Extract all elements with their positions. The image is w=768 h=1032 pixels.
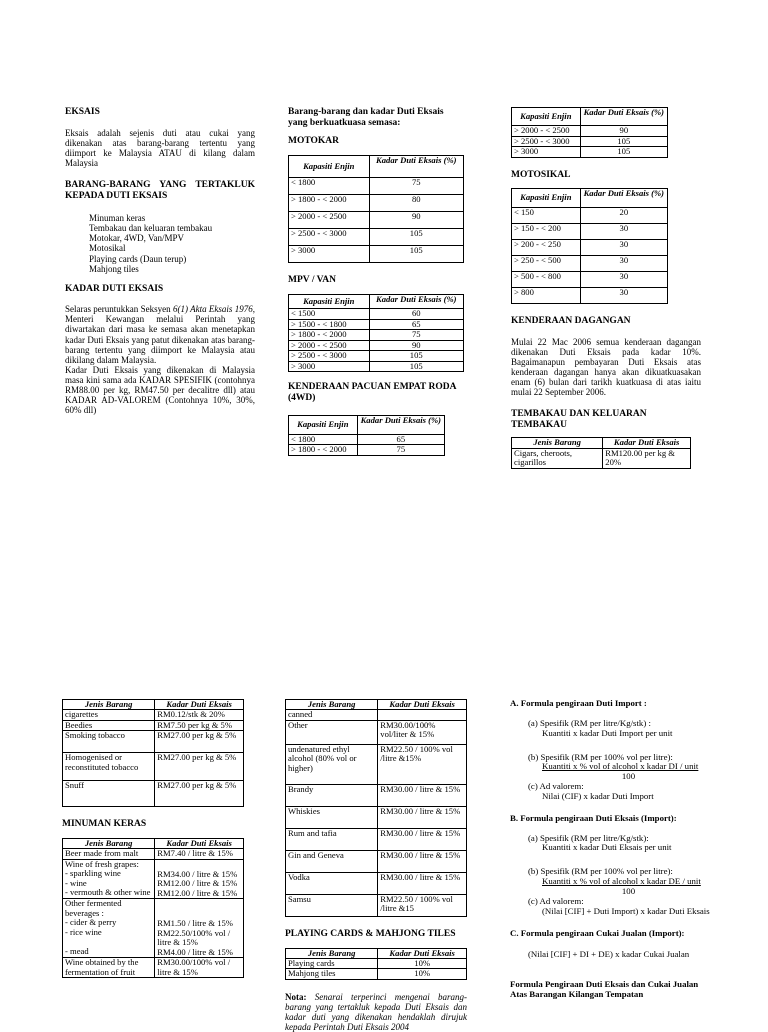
cell: Homogenised or reconstituted tobacco (63, 753, 155, 781)
table-row (289, 319, 464, 329)
th-kapasiti: Kapasiti Enjin (289, 416, 358, 434)
cell: > 800 (512, 287, 581, 303)
table-row (289, 340, 464, 350)
cell: 105 (369, 246, 464, 263)
cell-line: RM12.00 / litre & 15% (157, 878, 238, 889)
cell: RM30.00 / litre & 15% (378, 806, 467, 828)
th-kadar: Kadar Duti Eksais (378, 948, 467, 958)
table-row (512, 239, 668, 255)
cell: Vodka (286, 872, 378, 894)
th-jenis: Jenis Barang (512, 438, 603, 448)
cell: 10% (378, 958, 467, 968)
cell: 60 (369, 309, 464, 319)
table-row (512, 136, 668, 146)
table-motosikal (511, 188, 668, 303)
table-motokar (288, 155, 464, 263)
cell: RM7.50 per kg & 5% (155, 720, 244, 730)
formula-line: Kuantiti x kadar Duti Eksais per unit (542, 842, 672, 853)
heading-tembakau: TEMBAKAU DAN KELUARAN TEMBAKAU (511, 408, 647, 430)
cell: 105 (580, 136, 667, 146)
cell: RM120.00 per kg & 20% (603, 448, 691, 468)
th-kadar: Kadar Duti Eksais (%) (580, 108, 667, 126)
cell: Wine obtained by the fermentation of fruit (63, 958, 155, 978)
column-formula (510, 699, 715, 1000)
cell-line: - mead (65, 946, 89, 957)
cell-line: - sparkling wine (65, 868, 121, 879)
formula-line: Kuantiti x kadar Duti Import per unit (542, 727, 673, 738)
heading-formula-b: B. Formula pengiraan Duti Eksais (Import): (510, 812, 677, 823)
table-row (289, 246, 464, 263)
table-minuman (62, 838, 244, 978)
th-kapasiti: Kapasiti Enjin (289, 155, 370, 177)
cell (63, 859, 155, 898)
table-row (286, 720, 467, 744)
table-row (286, 850, 467, 872)
list-item: Minuman keras (89, 213, 146, 224)
table-row (289, 361, 464, 371)
para-eksais: Eksais adalah sejenis duti atau cukai yang dikenakan atas barang-barang tertentu yang diimport ke Malaysia ATAU di kilang dalam Malaysia (65, 127, 255, 168)
cell: Brandy (286, 784, 378, 806)
cell: RM27.00 per kg & 5% (155, 781, 244, 807)
column-eksais (65, 107, 255, 415)
table-row (512, 271, 668, 287)
cell: Other (286, 720, 378, 744)
cell: 75 (357, 445, 444, 455)
cell: RM30.00/100% vol / litre & 15% (155, 958, 244, 978)
heading-4wd: KENDERAAN PACUAN EMPAT RODA (4WD) (288, 382, 456, 403)
list-item: Playing cards (Daun terup) (89, 253, 187, 264)
table-row (286, 969, 467, 979)
table-row (289, 229, 464, 246)
heading-eksais: EKSAIS (65, 107, 100, 117)
cell: Playing cards (286, 958, 378, 968)
table-cards (285, 948, 467, 980)
list-barang (65, 213, 255, 273)
table-row (512, 448, 691, 468)
cell: > 2000 - < 2500 (289, 212, 370, 229)
formula-line: Kuantiti x % vol of alcohol x kadar DI / unit (542, 761, 699, 772)
table-mpv (288, 294, 464, 372)
formula-line: (Nilai [CIF] + Duti Import) x kadar Duti Eksais (542, 905, 710, 916)
formula-line: 100 (621, 771, 636, 782)
cell (63, 899, 155, 958)
cell: RM7.40 / litre & 15% (155, 849, 244, 859)
table-row (289, 351, 464, 361)
cell: < 1800 (289, 178, 370, 195)
formula-line: (a) Spesifik (RM per litre/Kg/stk): (528, 832, 649, 843)
table-row (512, 147, 668, 157)
table-row (512, 255, 668, 271)
cell-line: Other fermented beverages : (65, 898, 122, 918)
table-row (289, 445, 445, 455)
th-kapasiti: Kapasiti Enjin (512, 189, 581, 207)
cell-line: RM34.00 / litre & 15% (157, 868, 238, 879)
cell: RM30.00 / litre & 15% (378, 784, 467, 806)
cell: > 2500 - < 3000 (289, 229, 370, 246)
formula-line: (a) Spesifik (RM per litre/Kg/stk) : (528, 717, 651, 728)
cell-line: - vermouth & other wine (65, 887, 151, 898)
th-kadar: Kadar Duti Eksais (%) (369, 294, 464, 308)
cell: > 2500 - < 3000 (512, 136, 581, 146)
table-row (286, 872, 467, 894)
formula-line: (Nilai [CIF] + DI + DE) x kadar Cukai Jualan (528, 949, 690, 960)
cell: > 1800 - < 2000 (289, 445, 358, 455)
cell: Cigars, cheroots, cigarillos (512, 448, 603, 468)
th-kadar: Kadar Duti Eksais (%) (369, 155, 464, 177)
cell: RM30.00/100% vol/liter & 15% (378, 720, 467, 744)
cell: RM30.00 / litre & 15% (378, 850, 467, 872)
cell: 105 (580, 147, 667, 157)
cell-line: - cider & perry (65, 917, 117, 928)
cell: RM0.12/stk & 20% (155, 710, 244, 720)
th-kadar: Kadar Duti Eksais (155, 700, 244, 710)
formula-line: (c) Ad valorem: (528, 781, 584, 792)
cell: < 1500 (289, 309, 370, 319)
table-row (286, 894, 467, 916)
list-item: Tembakau dan keluaran tembakau (89, 223, 213, 234)
table-row (286, 828, 467, 850)
cell: > 250 - < 500 (512, 255, 581, 271)
th-kapasiti: Kapasiti Enjin (512, 108, 581, 126)
table-row (512, 126, 668, 136)
heading-kadar-duti: KADAR DUTI EKSAIS (65, 283, 164, 294)
table-motokar-continued (511, 107, 668, 158)
th-jenis: Jenis Barang (63, 700, 155, 710)
cell: 65 (357, 434, 444, 444)
cell: Snuff (63, 781, 155, 807)
cell: > 150 - < 200 (512, 223, 581, 239)
cell-line: RM12.00 / litre & 15% (157, 887, 238, 898)
cell: RM22.50 / 100% vol /litre &15 (378, 894, 467, 916)
para-kadar-2: Kadar Duti Eksais yang dikenakan di Malaysia masa kini sama ada KADAR SPESIFIK (contohnya RM88.00 per kg, RM47.50 per decalitre dll) atau KADAR AD-VALOREM (Contohnya 10%, 30%, 60% dll) (65, 364, 255, 416)
formula-line: (c) Ad valorem: (528, 895, 584, 906)
formula-line: Kuantiti x % vol of alcohol x kadar DE / unit (542, 876, 701, 887)
cell: Whiskies (286, 806, 378, 828)
column-tobacco-minuman (62, 699, 244, 978)
heading-mpv: MPV / VAN (288, 275, 337, 286)
cell-line: Wine of fresh grapes: (65, 858, 139, 869)
cell: > 1800 - < 2000 (289, 330, 370, 340)
formula-line: (b) Spesifik (RM per 100% vol per litre): (528, 751, 673, 762)
cell: 90 (369, 212, 464, 229)
cell: < 150 (512, 207, 581, 223)
cell: 75 (369, 178, 464, 195)
formula-line: Nilai (CIF) x kadar Duti Import (542, 790, 654, 801)
cell: Samsu (286, 894, 378, 916)
cell-line: - rice wine (65, 926, 102, 937)
table-row (63, 958, 244, 978)
column-motokar (288, 107, 464, 456)
th-kadar: Kadar Duti Eksais (155, 838, 244, 848)
cell: 30 (580, 271, 667, 287)
cell: Beer made from malt (63, 849, 155, 859)
list-item: Motokar, 4WD, Van/MPV (89, 233, 184, 244)
th-jenis: Jenis Barang (286, 700, 378, 710)
cell (155, 899, 244, 958)
cell: 30 (580, 223, 667, 239)
cell: Gin and Geneva (286, 850, 378, 872)
heading-formula-local: Formula Pengiraan Duti Eksais dan Cukai Jualan Atas Barangan Kilangan Tempatan (510, 979, 699, 1000)
list-item: Mahjong tiles (89, 263, 139, 274)
heading-dagangan: KENDERAAN DAGANGAN (511, 315, 631, 326)
cell: > 1800 - < 2000 (289, 195, 370, 212)
cell-line: - wine (65, 877, 87, 888)
table-row (63, 781, 244, 807)
column-spirits (285, 699, 467, 1032)
para-kadar-a: Selaras peruntukkan Seksyen (65, 304, 171, 315)
heading-motokar: MOTOKAR (288, 136, 340, 147)
cell-line: RM1.50 / litre & 15% (157, 918, 233, 929)
cell: 20 (580, 207, 667, 223)
cell: 30 (580, 255, 667, 271)
table-row (63, 710, 244, 720)
table-row (289, 212, 464, 229)
cell: cigarettes (63, 710, 155, 720)
table-row (286, 806, 467, 828)
th-kadar: Kadar Duti Eksais (%) (580, 189, 667, 207)
table-row (289, 178, 464, 195)
list-item: Motosikal (89, 243, 126, 254)
table-row (63, 899, 244, 958)
cell: Rum and tafia (286, 828, 378, 850)
cell-line: RM22.50/100% vol / litre & 15% (157, 927, 231, 948)
table-row (286, 744, 467, 784)
cell: > 2500 - < 3000 (289, 351, 370, 361)
table-row (289, 309, 464, 319)
cell (155, 859, 244, 898)
table-row (512, 287, 668, 303)
para-kadar-c: , Menteri Kewangan melalui Perintah yang diwartakan dari masa ke semasa akan menetapkan kadar Duti Eksais yang patut dikenakan atas barang-barang tertentu yang diimport ke Malaysia atau dikilang dalam Malaysia. (65, 304, 255, 365)
nota-text: Senarai terperinci mengenai barang-barang yang tertakluk kepada Duti Eksais dan kadar duti yang dikenakan hendaklah dirujuk kepada Perintah Duti Eksais 2004 (285, 991, 468, 1032)
th-jenis: Jenis Barang (286, 948, 378, 958)
table-row (286, 784, 467, 806)
cell: > 3000 (289, 246, 370, 263)
cell: canned (286, 710, 378, 720)
table-row (512, 207, 668, 223)
heading-formula-a: A. Formula pengiraan Duti Import : (510, 698, 647, 708)
heading-playing-cards: PLAYING CARDS & MAHJONG TILES (285, 928, 456, 939)
cell: > 500 - < 800 (512, 271, 581, 287)
table-row (289, 195, 464, 212)
table-row (63, 859, 244, 898)
cell: RM30.00 / litre & 15% (378, 872, 467, 894)
cell: 75 (369, 330, 464, 340)
th-kadar: Kadar Duti Eksais (603, 438, 691, 448)
table-tobacco (62, 699, 244, 807)
para-dagangan: Mulai 22 Mac 2006 semua kenderaan dagangan dikenakan Duti Eksais pada kadar 10%. Bagaimanapun pembayaran Duti Eksais atas kenderaan dagangan hanya akan dikuatkuasakan enam (6) bulan dari tarikh kuatkuasa di atas iaitu mulai 22 September 2006. (511, 336, 701, 397)
nota-label: Nota: (285, 991, 307, 1002)
cell: 90 (369, 340, 464, 350)
table-tembakau (511, 437, 691, 468)
cell: 105 (369, 361, 464, 371)
cell: > 200 - < 250 (512, 239, 581, 255)
th-kadar: Kadar Duti Eksais (378, 700, 467, 710)
cell: Smoking tobacco (63, 731, 155, 753)
table-spirits (285, 699, 467, 917)
cell: < 1800 (289, 434, 358, 444)
cell: RM30.00 / litre & 15% (378, 828, 467, 850)
intro-text: Barang-barang dan kadar Duti Eksais yang berkuatkuasa semasa: (288, 107, 444, 128)
table-row (286, 710, 467, 720)
cell (378, 710, 467, 720)
cell: 30 (580, 287, 667, 303)
cell: Mahjong tiles (286, 969, 378, 979)
cell: Beedies (63, 720, 155, 730)
cell: 80 (369, 195, 464, 212)
table-row (63, 720, 244, 730)
nota (285, 992, 467, 1032)
heading-barang-tertakluk: BARANG-BARANG YANG TERTAKLUK KEPADA DUTI EKSAIS (65, 179, 255, 201)
cell: > 1500 - < 1800 (289, 319, 370, 329)
cell: 105 (369, 229, 464, 246)
th-jenis: Jenis Barang (63, 838, 155, 848)
cell: 90 (580, 126, 667, 136)
heading-formula-c: C. Formula pengiraan Cukai Jualan (Import): (510, 927, 685, 938)
cell: RM22.50 / 100% vol /litre &15% (378, 744, 467, 784)
table-row (512, 223, 668, 239)
table-row (63, 849, 244, 859)
cell: > 2000 - < 2500 (289, 340, 370, 350)
cell: > 3000 (512, 147, 581, 157)
cell: RM27.00 per kg & 5% (155, 731, 244, 753)
cell: undenatured ethyl alcohol (80% vol or higher) (286, 744, 378, 784)
th-kadar: Kadar Duti Eksais (%) (357, 416, 444, 434)
table-row (63, 731, 244, 753)
cell: 105 (369, 351, 464, 361)
cell: 65 (369, 319, 464, 329)
cell: 10% (378, 969, 467, 979)
formula-line: 100 (621, 885, 636, 896)
cell-line: RM4.00 / litre & 15% (157, 946, 233, 957)
para-kadar-akta: 6(1) Akta Eksais 1976 (172, 304, 253, 315)
cell: RM27.00 per kg & 5% (155, 753, 244, 781)
table-row (289, 330, 464, 340)
table-row (63, 753, 244, 781)
heading-minuman-keras: MINUMAN KERAS (62, 819, 147, 830)
cell: > 2000 - < 2500 (512, 126, 581, 136)
column-motosikal (511, 107, 701, 469)
cell: > 3000 (289, 361, 370, 371)
heading-motosikal: MOTOSIKAL (511, 169, 571, 180)
para-kadar (65, 304, 255, 364)
table-4wd (288, 415, 445, 455)
table-row (286, 958, 467, 968)
cell: 30 (580, 239, 667, 255)
th-kapasiti: Kapasiti Enjin (289, 294, 370, 308)
table-row (289, 434, 445, 444)
formula-line: (b) Spesifik (RM per 100% vol per litre): (528, 866, 673, 877)
